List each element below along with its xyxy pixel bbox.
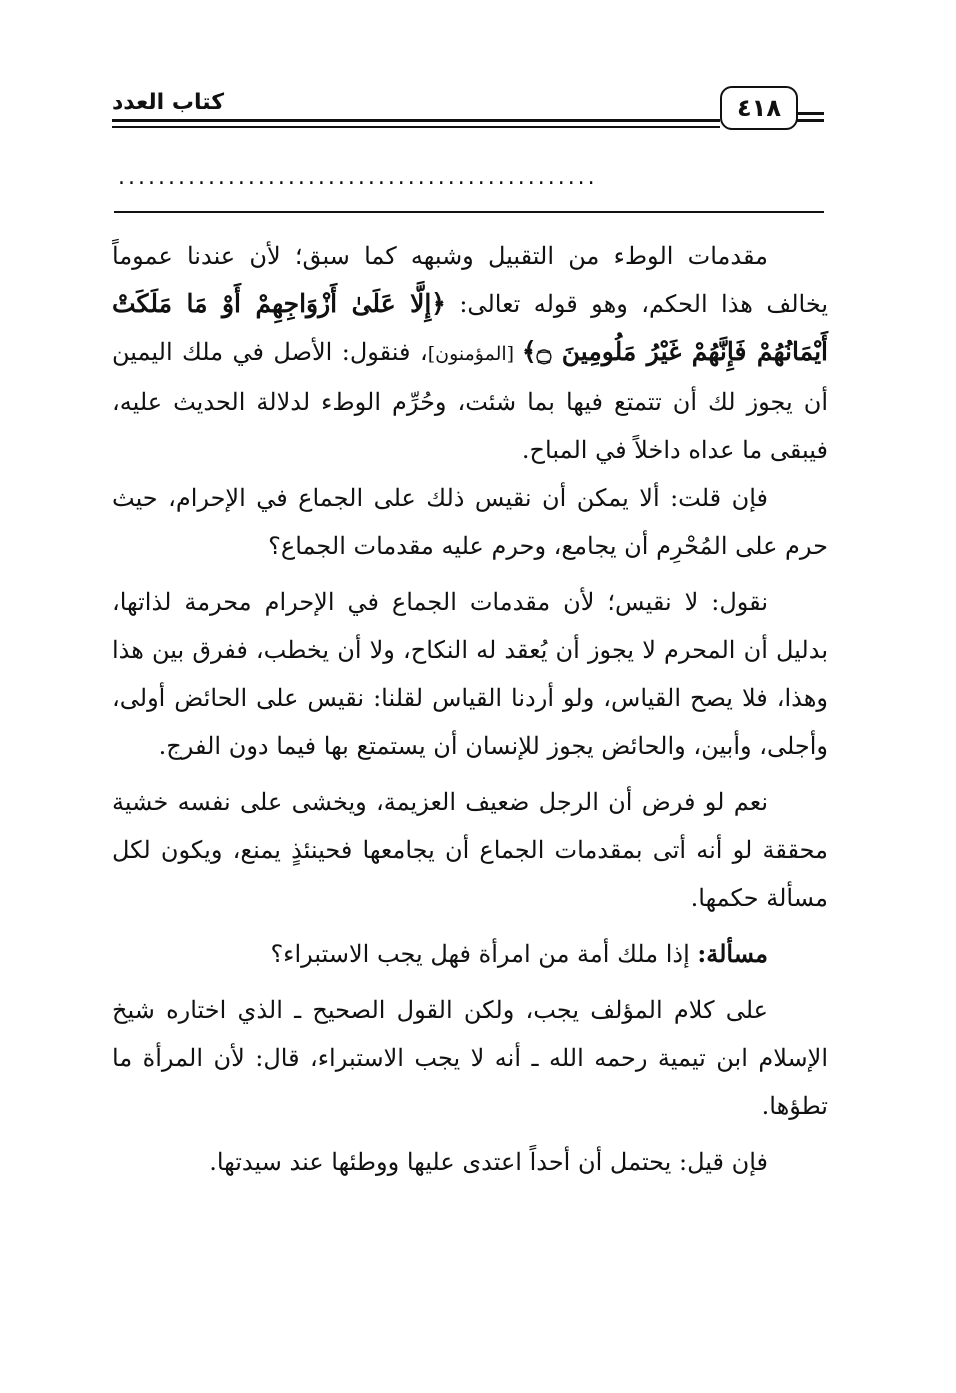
paragraph-1 bbox=[112, 232, 828, 474]
paragraph-1-end: ، فنقول: الأصل في ملك اليمين أن يجوز لك أن تتمتع فيها بما شئت، وحُرِّم الوطء لدلالة الحديث عليه، فيبقى ما عداه داخلاً في المباح. bbox=[112, 338, 828, 464]
quran-verse: ﴿إِلَّا عَلَىٰ أَزْوَاجِهِمْ أَوْ مَا مَلَكَتْ أَيْمَانُهُمْ فَإِنَّهُمْ غَيْرُ مَلُومِينَ ۝﴾ bbox=[112, 289, 828, 366]
header-rule-right-bottom bbox=[796, 119, 824, 122]
issue-label: مسألة: bbox=[697, 939, 768, 968]
paragraph-3: نقول: لا نقيس؛ لأن مقدمات الجماع في الإحرام محرمة لذاتها، بدليل أن المحرم لا يجوز أن يُعقد له النكاح، ولا أن يخطب، ففرق بين هذا وهذا، فلا يصح القياس، ولو أردنا القياس لقلنا: نقيس على الحائض أولى، وأجلى، وأبين، والحائض يجوز للإنسان أن يستمتع بها فيما دون الفرج. bbox=[112, 588, 828, 760]
section-divider bbox=[114, 211, 824, 213]
book-title: كتاب العدد bbox=[112, 90, 225, 115]
paragraph-1-start: مقدمات الوطء من التقبيل وشبهه كما سبق؛ لأن عندنا عموماً يخالف هذا الحكم، وهو قوله تعالى: bbox=[112, 242, 829, 318]
header-rule-top bbox=[112, 119, 720, 122]
page-header bbox=[112, 86, 824, 134]
issue-question: إذا ملك أمة من امرأة فهل يجب الاستبراء؟ bbox=[270, 940, 698, 968]
paragraph-2: فإن قلت: ألا يمكن أن نقيس ذلك على الجماع في الإحرام، حيث حرم على المُحْرِم أن يجامع، وحرم عليه مقدمات الجماع؟ bbox=[112, 484, 828, 560]
paragraph-7: فإن قيل: يحتمل أن أحداً اعتدى عليها ووطئها عند سيدتها. bbox=[209, 1148, 768, 1176]
paragraph-6: على كلام المؤلف يجب، ولكن القول الصحيح ـ الذي اختاره شيخ الإسلام ابن تيمية رحمه الله ـ أنه لا يجب الاستبراء، قال: لأن المرأة ما تطؤها. bbox=[112, 996, 828, 1120]
paragraph-5 bbox=[112, 930, 828, 978]
paragraph-4: نعم لو فرض أن الرجل ضعيف العزيمة، ويخشى على نفسه خشية محققة لو أنه أتى بمقدمات الجماع أن يجامعها فحينئذٍ يمنع، ويكون لكل مسألة حكمها. bbox=[112, 788, 828, 912]
page-body bbox=[112, 232, 828, 1194]
header-rule-right-top bbox=[796, 112, 824, 115]
page-number: ٤١٨ bbox=[720, 86, 798, 130]
header-rule-bottom bbox=[112, 126, 720, 128]
dotted-separator: ................................................ bbox=[118, 165, 598, 190]
surah-reference: [المؤمنون] bbox=[427, 343, 522, 365]
